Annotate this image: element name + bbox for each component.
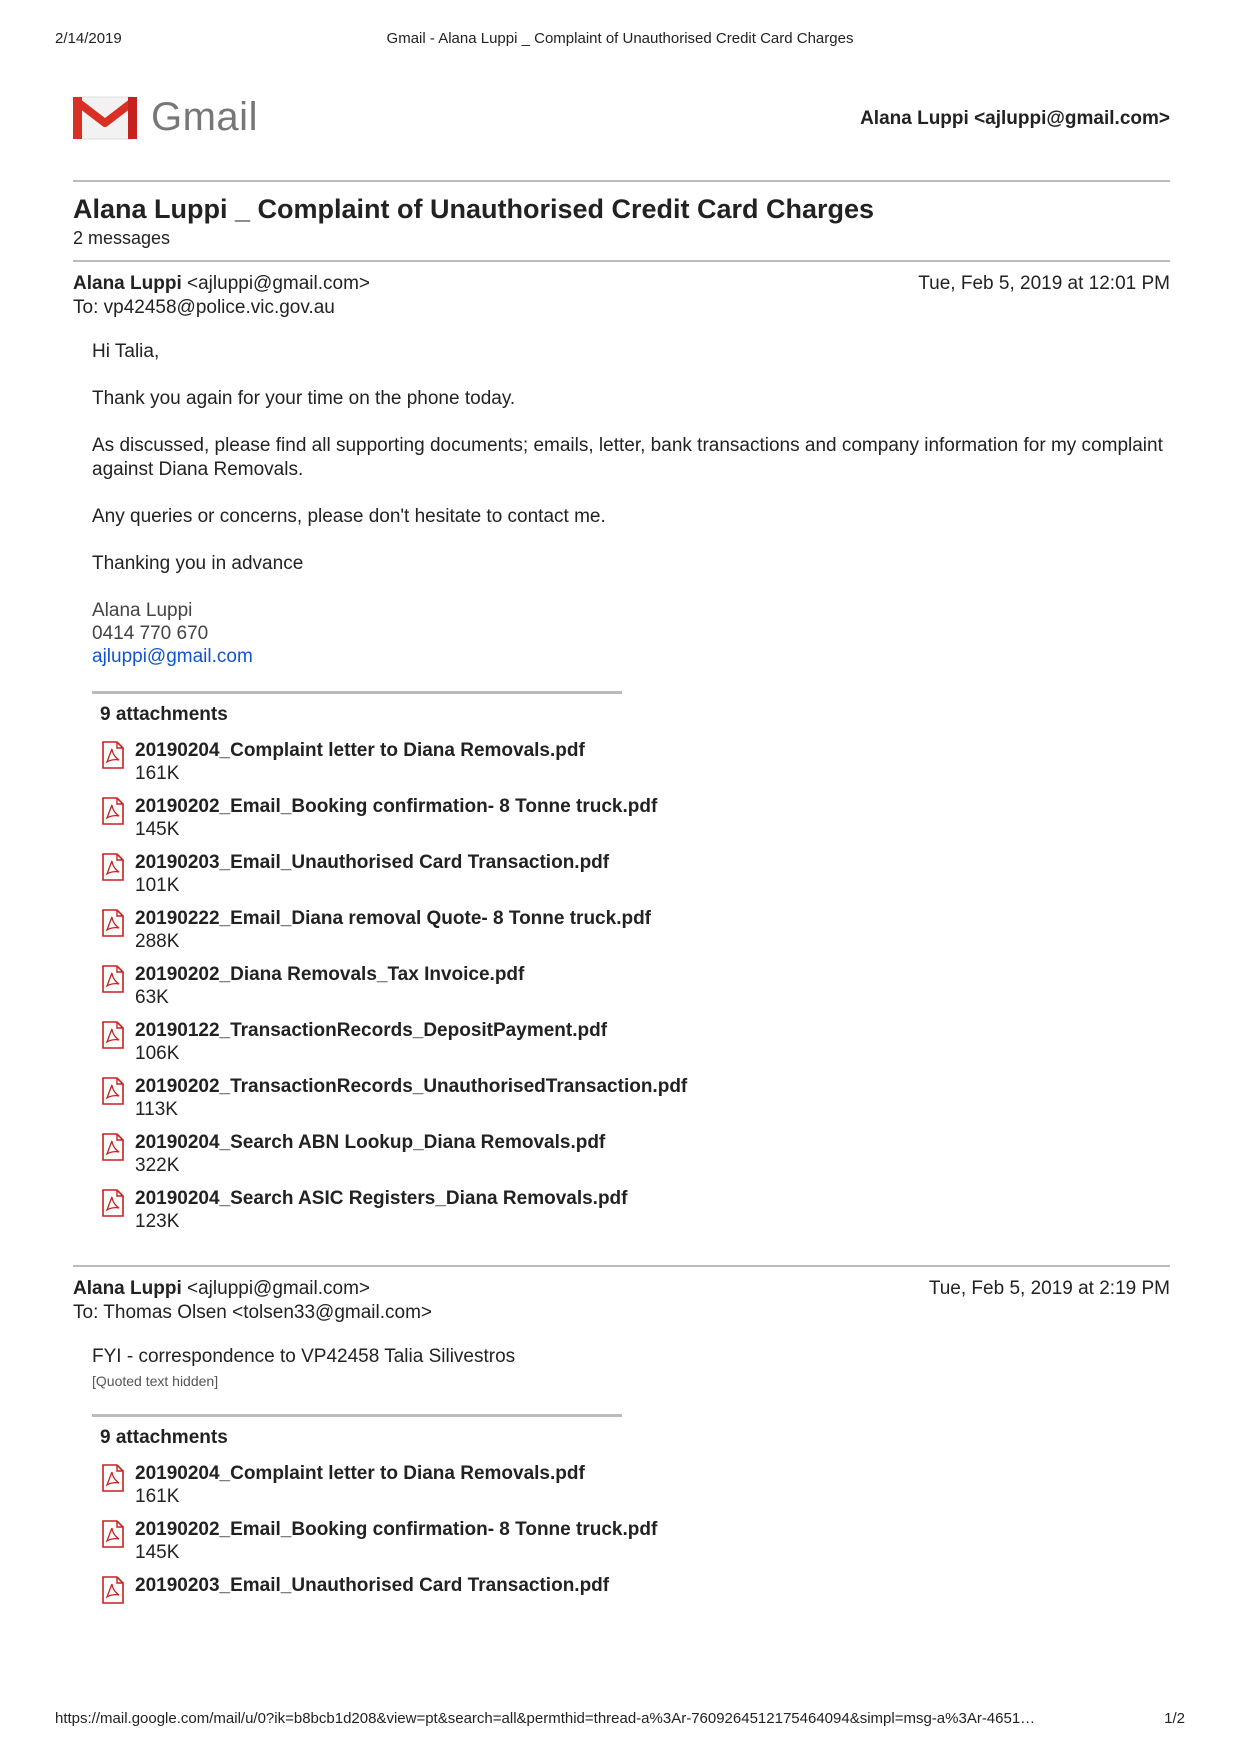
attachment-size: 63K [135,987,169,1008]
pdf-file-icon [100,1133,126,1166]
pdf-file-icon [100,1576,126,1609]
pdf-file-icon [100,1021,126,1054]
attachment-size: 101K [135,875,180,896]
print-footer [55,1710,1185,1732]
attachments-list [100,1462,1170,1630]
pdf-file-icon [100,853,126,886]
body-paragraph: Any queries or concerns, please don't hesitate to contact me. [92,506,606,527]
message-header [73,1277,1170,1325]
message-count: 2 messages [73,228,171,248]
attachment-item[interactable] [100,1075,1170,1131]
page-url: https://mail.google.com/mail/u/0?ik=b8bcb1d208&view=pt&search=all&permthid=thread-a%3Ar-7609264512175464094&simpl=msg-a%3Ar-4651… [55,1710,1036,1727]
pdf-file-icon [100,1077,126,1110]
attachments-divider [92,1414,622,1417]
attachment-meta [135,963,524,1009]
account-name: Alana Luppi <ajluppi@gmail.com> [860,108,1170,129]
message-body [92,340,1170,668]
body-paragraph: Hi Talia, [92,341,160,362]
attachment-item[interactable] [100,1019,1170,1075]
attachment-meta [135,1574,609,1597]
body-paragraph: As discussed, please find all supporting documents; emails, letter, bank transactions and company information for my complaint against Diana Removals. [92,435,1163,480]
attachment-meta [135,1518,657,1564]
attachment-filename[interactable]: 20190202_Email_Booking confirmation- 8 Tonne truck.pdf [135,1519,658,1540]
signature-email-link[interactable]: ajluppi@gmail.com [92,646,253,667]
attachment-meta [135,907,651,953]
attachment-meta [135,1187,628,1233]
attachment-item[interactable] [100,1131,1170,1187]
print-date: 2/14/2019 [55,30,122,47]
sender-name: Alana Luppi [73,273,182,294]
attachment-size: 113K [135,1099,178,1120]
divider [73,180,1170,182]
message-body [92,1345,1170,1391]
signature [92,599,1170,668]
body-paragraph: FYI - correspondence to VP42458 Talia Silivestros [92,1346,516,1367]
attachment-item[interactable] [100,851,1170,907]
attachment-item[interactable] [100,1462,1170,1518]
attachment-item[interactable] [100,1518,1170,1574]
attachment-size: 288K [135,931,180,952]
attachment-item[interactable] [100,739,1170,795]
attachment-size: 322K [135,1155,180,1176]
pdf-file-icon [100,909,126,942]
gmail-logo [73,92,258,142]
print-title: Gmail - Alana Luppi _ Complaint of Unauthorised Credit Card Charges [386,30,854,47]
attachment-meta [135,1019,607,1065]
attachment-item[interactable] [100,963,1170,1019]
message-date: Tue, Feb 5, 2019 at 2:19 PM [928,1278,1170,1299]
body-paragraph: Thanking you in advance [92,553,304,574]
attachment-filename[interactable]: 20190202_Email_Booking confirmation- 8 Tonne truck.pdf [135,796,658,817]
attachment-item[interactable] [100,1574,1170,1630]
attachment-filename[interactable]: 20190202_Diana Removals_Tax Invoice.pdf [135,964,525,985]
sender-name: Alana Luppi [73,1278,182,1299]
attachments-list [100,739,1170,1243]
attachment-filename[interactable]: 20190202_TransactionRecords_UnauthorisedTransaction.pdf [135,1076,688,1097]
divider [73,1265,1170,1267]
page-number: 1/2 [1164,1710,1185,1727]
attachment-filename[interactable]: 20190204_Complaint letter to Diana Removals.pdf [135,740,585,761]
attachment-filename[interactable]: 20190203_Email_Unauthorised Card Transaction.pdf [135,852,610,873]
attachment-filename[interactable]: 20190204_Search ASIC Registers_Diana Removals.pdf [135,1188,628,1209]
attachment-size: 161K [135,763,180,784]
attachment-meta [135,739,585,785]
attachment-filename[interactable]: 20190204_Search ABN Lookup_Diana Removals.pdf [135,1132,606,1153]
attachment-size: 161K [135,1486,180,1507]
body-paragraph: Thank you again for your time on the phone today. [92,388,516,409]
attachment-size: 145K [135,819,180,840]
pdf-file-icon [100,1520,126,1553]
attachment-filename[interactable]: 20190203_Email_Unauthorised Card Transaction.pdf [135,1575,610,1596]
pdf-file-icon [100,1189,126,1222]
attachments-divider [92,691,622,694]
print-header [55,30,1185,52]
pdf-file-icon [100,1464,126,1497]
attachment-size: 123K [135,1211,180,1232]
thread-subject: Alana Luppi _ Complaint of Unauthorised Credit Card Charges [73,194,875,224]
attachment-item[interactable] [100,907,1170,963]
sender-email: <ajluppi@gmail.com> [187,1278,371,1299]
attachment-meta [135,851,609,897]
attachment-filename[interactable]: 20190222_Email_Diana removal Quote- 8 Tonne truck.pdf [135,908,652,929]
pdf-file-icon [100,797,126,830]
gmail-logo-text: Gmail [151,95,258,139]
gmail-logo-icon [73,93,137,141]
sender-email: <ajluppi@gmail.com> [187,273,371,294]
quoted-text-toggle[interactable]: [Quoted text hidden] [92,1373,219,1389]
attachment-meta [135,1075,687,1121]
attachment-meta [135,795,657,841]
pdf-file-icon [100,965,126,998]
attachment-meta [135,1462,585,1508]
signature-phone: 0414 770 670 [92,623,209,644]
signature-name: Alana Luppi [92,600,193,621]
top-bar [73,92,1170,152]
attachment-size: 145K [135,1542,180,1563]
attachment-item[interactable] [100,1187,1170,1243]
attachment-size: 106K [135,1043,180,1064]
divider [73,260,1170,262]
attachments-count: 9 attachments [100,704,228,725]
attachment-filename[interactable]: 20190122_TransactionRecords_DepositPayment.pdf [135,1020,608,1041]
attachment-filename[interactable]: 20190204_Complaint letter to Diana Removals.pdf [135,1463,585,1484]
pdf-file-icon [100,741,126,774]
attachment-item[interactable] [100,795,1170,851]
message-2 [73,1277,1170,1630]
recipient: To: vp42458@police.vic.gov.au [73,297,335,318]
print-content [73,92,1170,1630]
message-header [73,272,1170,320]
attachment-meta [135,1131,605,1177]
message-date: Tue, Feb 5, 2019 at 12:01 PM [918,273,1170,294]
message-1 [73,272,1170,1243]
recipient: To: Thomas Olsen <tolsen33@gmail.com> [73,1302,432,1323]
attachments-count: 9 attachments [100,1427,228,1448]
